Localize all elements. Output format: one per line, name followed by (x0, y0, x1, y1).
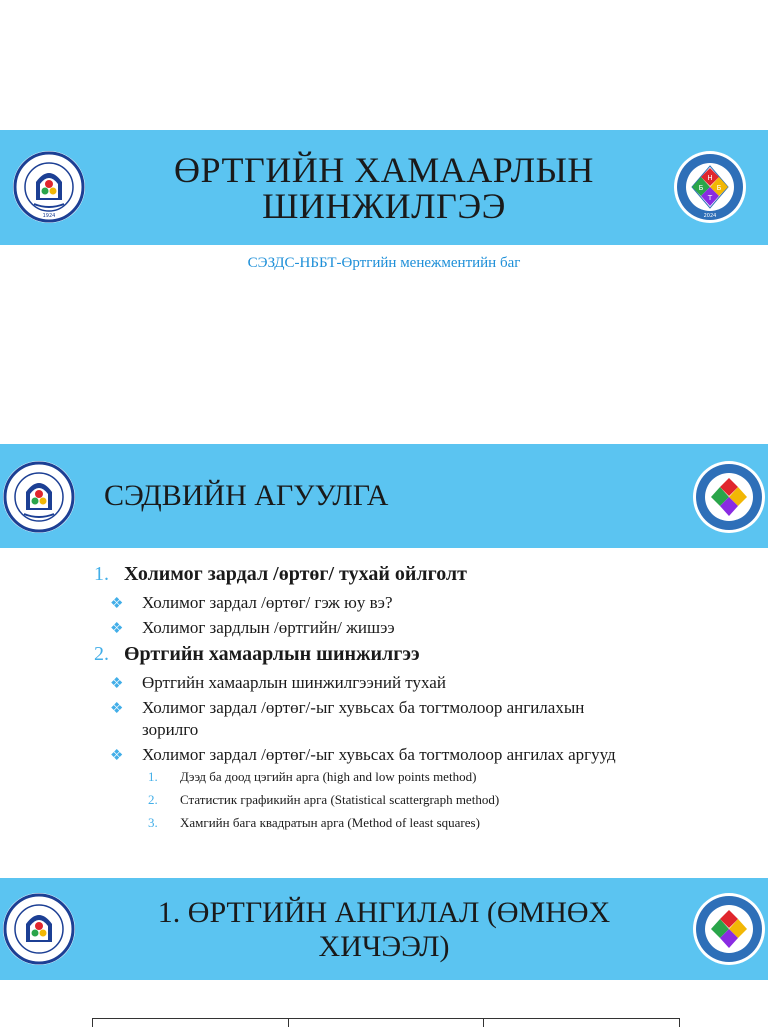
toc-item: ❖ Өртгийн хамаарлын шинжилгээний тухай (110, 672, 446, 695)
svg-text:1924: 1924 (42, 213, 56, 219)
department-seal-logo-3 (692, 892, 766, 966)
slide1-title (110, 152, 658, 224)
university-seal-logo (12, 150, 86, 224)
slide1-title-line2: ШИНЖИЛГЭЭ (262, 186, 506, 226)
diamond-bullet-icon: ❖ (110, 748, 124, 764)
diamond-bullet-icon: ❖ (110, 701, 124, 717)
university-seal-logo-3 (2, 892, 76, 966)
svg-text:Б: Б (716, 184, 722, 192)
slide3-title-line1: 1. ӨРТГИЙН АНГИЛАЛ (ӨМНӨХ (157, 896, 611, 929)
diamond-bullet-icon: ❖ (110, 621, 124, 637)
toc-item-continuation: зорилго (142, 720, 199, 739)
toc-section-label: Холимог зардал /өртөг/ тухай ойлголт (124, 563, 467, 585)
slide1-title-line1: ӨРТГИЙН ХАМААРЛЫН (174, 150, 594, 190)
toc-section-2 (94, 643, 420, 666)
svg-text:Б: Б (698, 184, 704, 192)
slide3-title-line2: ХИЧЭЭЛ) (318, 930, 450, 963)
svg-text:Т: Т (707, 194, 713, 202)
toc-method-2: 2. Статистик графикийн арга (Statistical scattergraph method) (148, 792, 500, 807)
toc-item: ❖ Холимог зардлын /өртгийн/ жишээ (110, 617, 395, 640)
toc-item: ❖ Холимог зардал /өртөг/-ыг хувьсах ба тогтмолоор ангилах аргууд (110, 744, 616, 767)
toc-section-label: Өртгийн хамаарлын шинжилгээ (124, 643, 420, 665)
svg-text:2024: 2024 (703, 213, 717, 219)
slide1-subtitle: СЭЗДС-НББТ-Өртгийн менежментийн баг (247, 255, 521, 271)
toc-item: ❖ Холимог зардал /өртөг/ гэж юу вэ? (110, 592, 392, 615)
diamond-bullet-icon: ❖ (110, 676, 124, 692)
slide2-title: СЭДВИЙН АГУУЛГА (104, 479, 389, 512)
diamond-bullet-icon: ❖ (110, 596, 124, 612)
department-seal-logo (673, 150, 747, 224)
toc-method-1: 1. Дээд ба доод цэгийн арга (high and low points method) (148, 769, 477, 784)
svg-text:Н: Н (707, 174, 713, 182)
slide3-title (110, 896, 658, 964)
university-seal-logo-2 (2, 460, 76, 534)
toc-section-number: 2. (94, 643, 109, 665)
toc-method-3: 3. Хамгийн бага квадратын арга (Method of least squares) (148, 815, 480, 830)
toc-item: ❖ Холимог зардал /өртөг/-ыг хувьсах ба тогтмолоор ангилахын (110, 697, 584, 720)
toc-section-1 (94, 563, 467, 586)
department-seal-logo-2 (692, 460, 766, 534)
toc-section-number: 1. (94, 563, 109, 585)
table-top-border (92, 1018, 680, 1027)
